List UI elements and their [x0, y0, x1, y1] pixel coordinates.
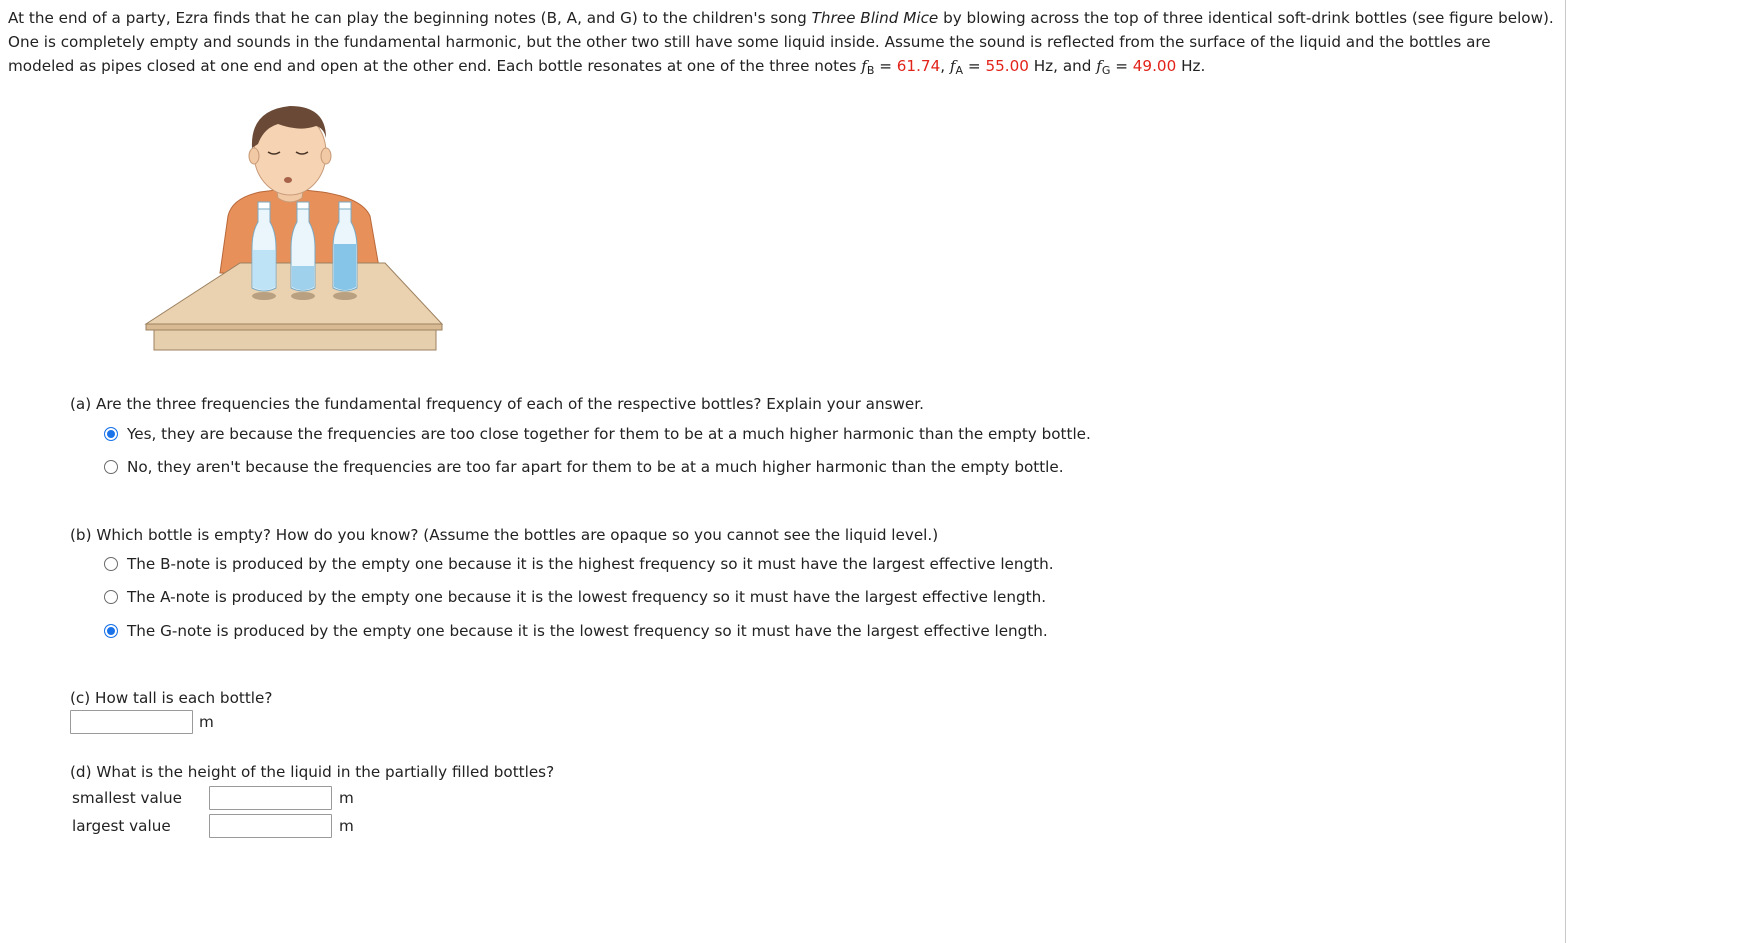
freq-symbol-g: f [1096, 57, 1102, 75]
largest-value-input[interactable] [209, 814, 332, 838]
equals-a: = [963, 57, 986, 75]
option-label: No, they aren't because the frequencies are too far apart for them to be at a much higher harmonic than the empty bottle. [127, 458, 1064, 476]
bottles-figure [140, 98, 450, 358]
note-b-subscript: B [866, 64, 875, 77]
song-title: Three Blind Mice [811, 9, 939, 27]
part-d-question: (d) What is the height of the liquid in the partially filled bottles? [70, 763, 555, 781]
freq-symbol-a: f [949, 57, 956, 75]
part-b-option-a-note[interactable] [104, 586, 1046, 608]
smallest-value-input[interactable] [209, 786, 332, 810]
equals-g: = [1110, 57, 1133, 75]
option-label: The A-note is produced by the empty one because it is the lowest frequency so it must have the largest effective length. [127, 588, 1047, 606]
intro-text-1: At the end of a party, Ezra finds that he can play the beginning notes (B, A, and G) to the children's song [8, 9, 812, 27]
bottle-height-input[interactable] [70, 710, 193, 734]
smallest-value-unit: m [339, 789, 354, 807]
bottle-height-unit: m [199, 713, 214, 731]
radio-selected-icon[interactable] [104, 624, 118, 638]
largest-value-label: largest value [72, 817, 171, 835]
radio-icon[interactable] [104, 460, 118, 474]
radio-selected-icon[interactable] [104, 427, 118, 441]
freq-value-g: 49.00 [1132, 57, 1177, 75]
person-blowing-bottles-illustration [140, 98, 450, 358]
equals-b: = [874, 57, 897, 75]
unit-hz-g: Hz. [1176, 57, 1206, 75]
freq-value-a: 55.00 [985, 57, 1029, 75]
freq-value-b: 61.74 [896, 57, 941, 75]
part-c-question: (c) How tall is each bottle? [70, 689, 273, 707]
radio-icon[interactable] [104, 557, 118, 571]
part-a-option-yes[interactable] [104, 423, 1091, 445]
freq-symbol-b: f [861, 57, 867, 75]
note-g-subscript: G [1101, 64, 1111, 77]
radio-icon[interactable] [104, 590, 118, 604]
largest-value-unit: m [339, 817, 354, 835]
option-label: The B-note is produced by the empty one because it is the highest frequency so it must have the largest effective length. [127, 555, 1054, 573]
intro-text-2: by blowing across the top of three identical soft-drink bottles (see figure below). One is completely empty and sounds in the fundamental harmonic, but the other two still have some liquid inside. Assume the sound is reflected from the surface of the liquid and the bottles are modeled as pipes closed at one end and open at the other end. Each bottle resonates at one of the three notes [8, 9, 1554, 75]
part-b-option-g-note[interactable] [104, 620, 1048, 642]
part-a-question: (a) Are the three frequencies the fundamental frequency of each of the respective bottles? Explain your answer. [70, 395, 924, 413]
part-b-question: (b) Which bottle is empty? How do you know? (Assume the bottles are opaque so you cannot see the liquid level.) [70, 526, 939, 544]
smallest-value-label: smallest value [72, 789, 182, 807]
option-label: Yes, they are because the frequencies are too close together for them to be at a much higher harmonic than the empty bottle. [127, 425, 1091, 443]
separator-1: , [940, 57, 950, 75]
option-label: The G-note is produced by the empty one because it is the lowest frequency so it must have the largest effective length. [127, 622, 1048, 640]
part-a-option-no[interactable] [104, 456, 1064, 478]
note-a-subscript: A [955, 64, 964, 77]
part-b-option-b-note[interactable] [104, 553, 1054, 575]
problem-statement [8, 6, 1558, 83]
unit-hz-a: Hz, and [1028, 57, 1097, 75]
